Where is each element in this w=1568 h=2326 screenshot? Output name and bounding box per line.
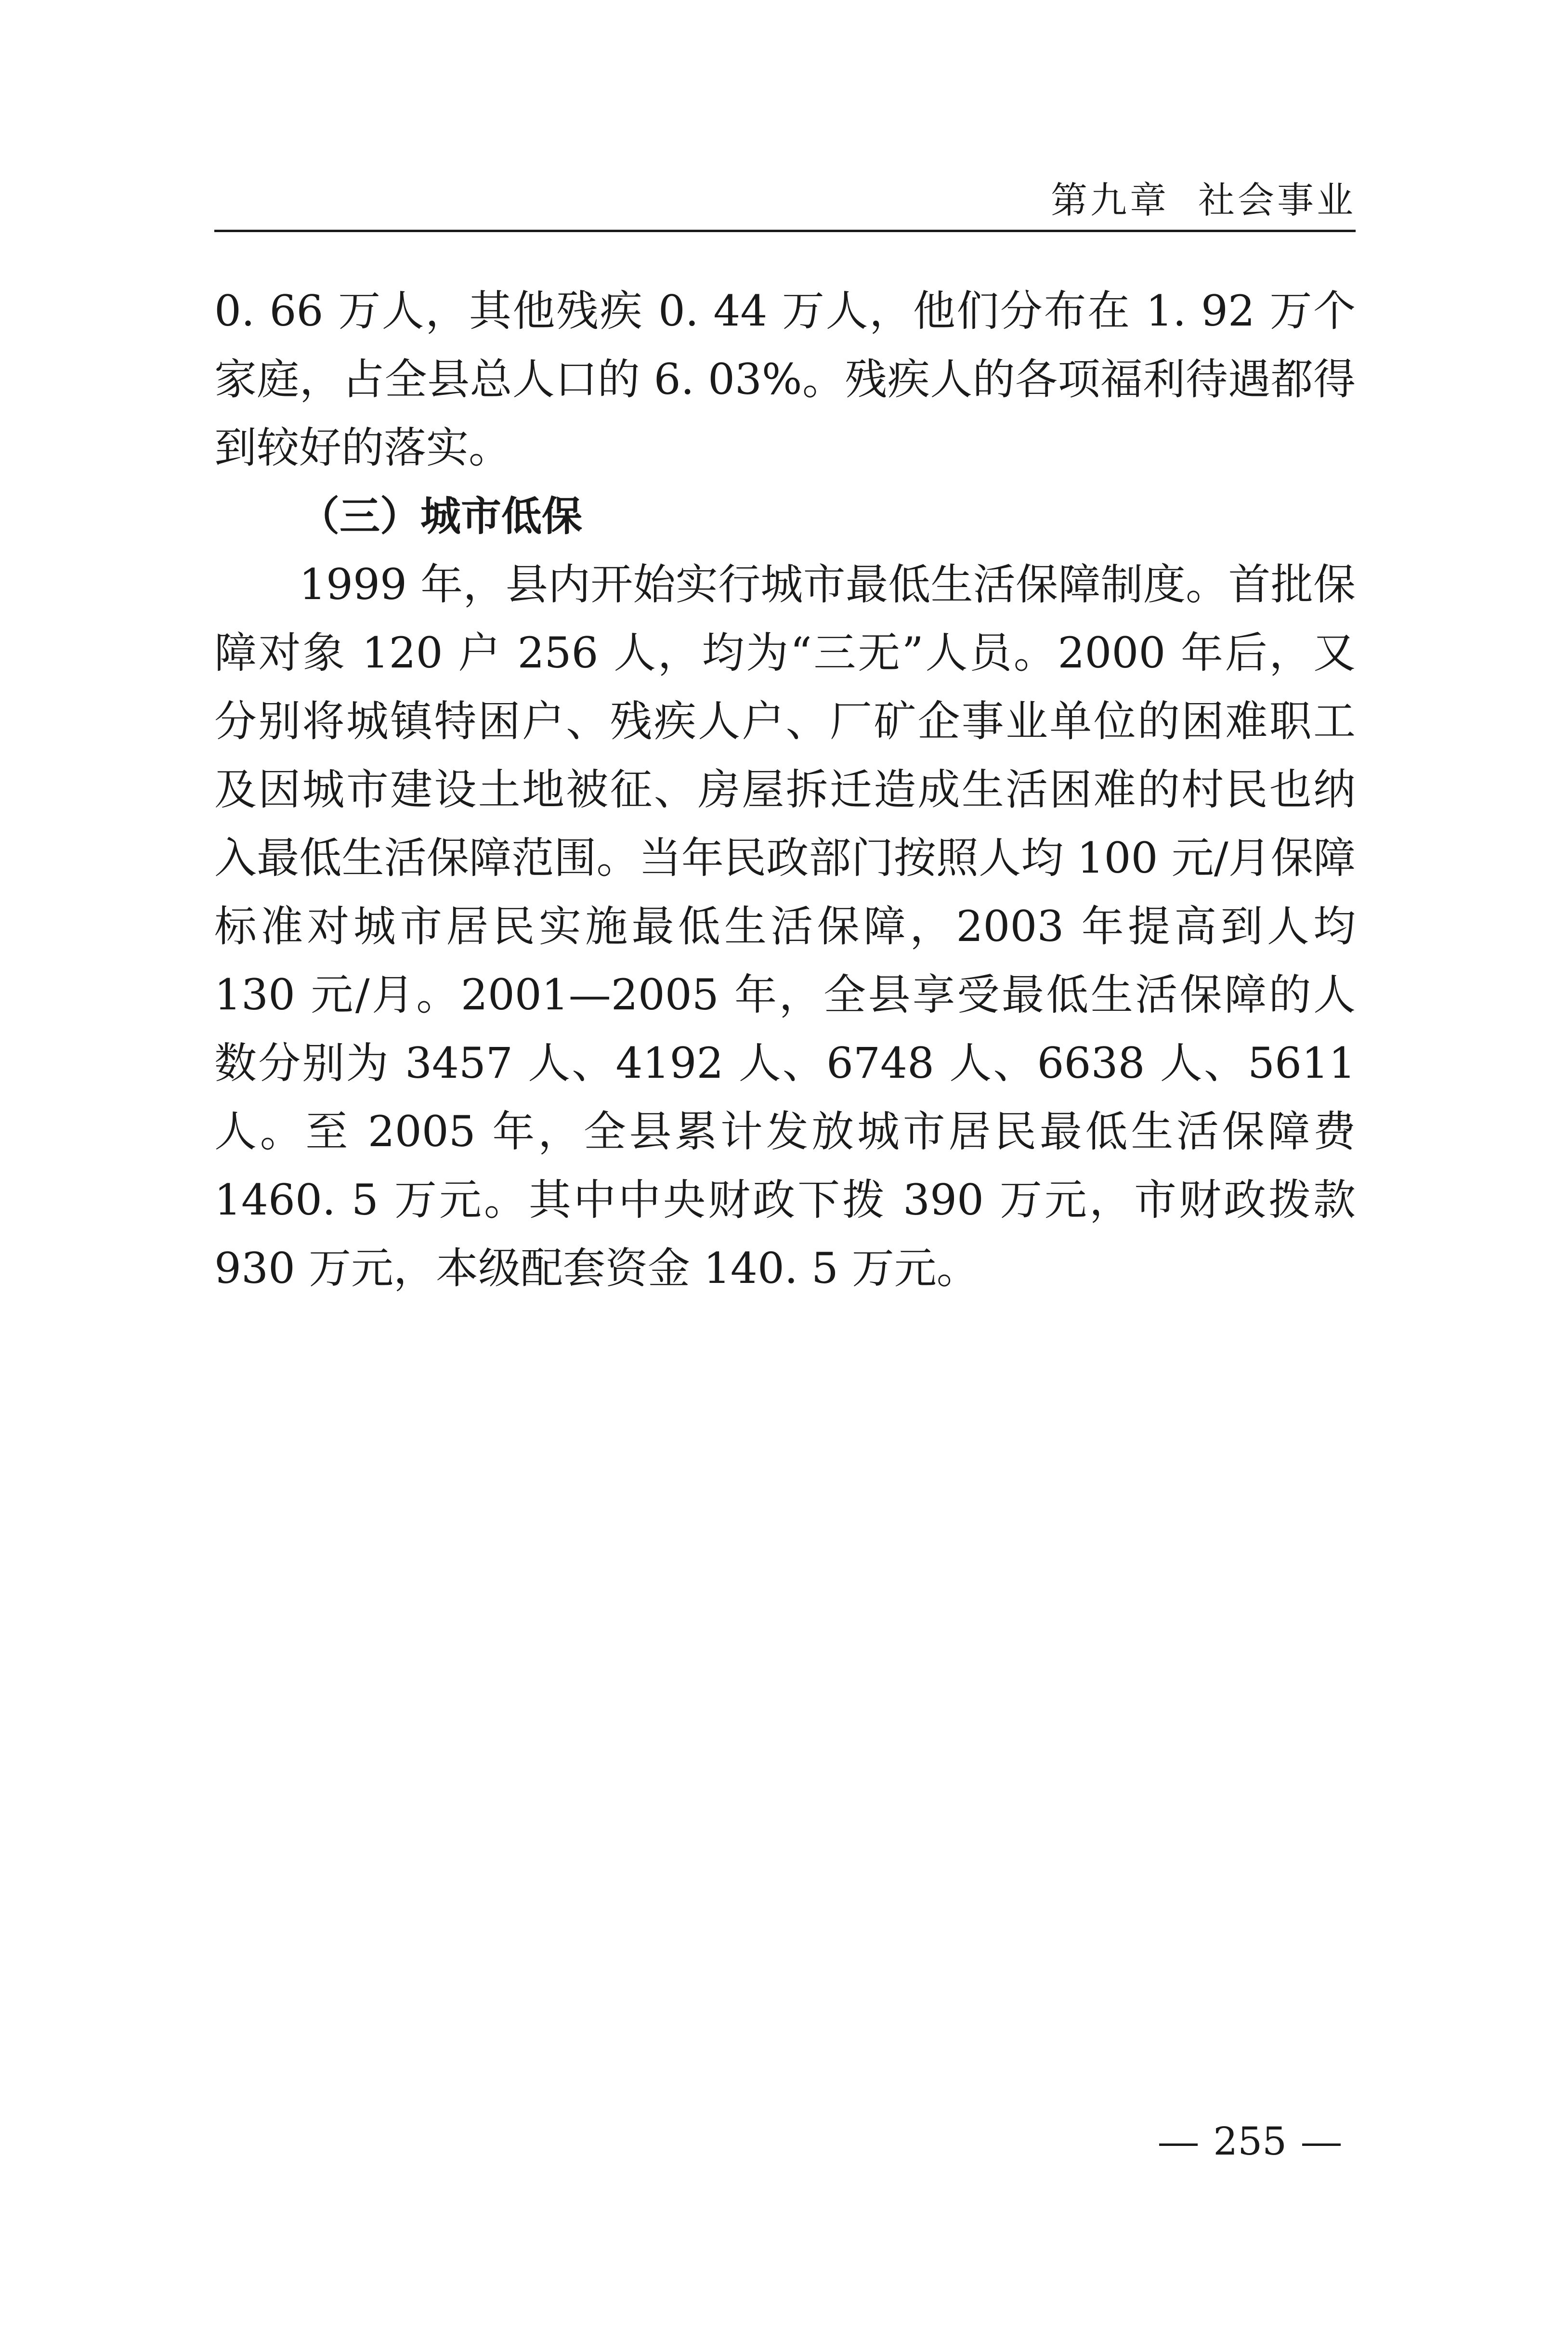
page-number: 255: [1213, 2119, 1287, 2164]
body-text: [214, 277, 1356, 1303]
running-head: [1051, 171, 1356, 223]
folio-dash-left: [1159, 2143, 1198, 2146]
main-paragraph: 1999 年，县内开始实行城市最低生活保障制度。首批保障对象 120 户 256 人，均为“三无”人员。2000 年后，又分别将城镇特困户、残疾人户、厂矿企事业单位的困难职工及因城市建设土地被征、房屋拆迁造成生活困难的村民也纳入最低生活保障范围。当年民政部门按照人均 100 元/月保障标准对城市居民实施最低生活保障，2003 年提高到人均 130 元/月。2001—2005 年，全县享受最低生活保障的人数分别为 3457 人、4192 人、6748 人、6638 人、5611 人。至 2005 年，全县累计发放城市居民最低生活保障费 1460. 5 万元。其中中央财政下拨 390 万元，市财政拨款 930 万元，本级配套资金 140. 5 万元。: [214, 560, 1356, 1293]
folio-dash-right: [1302, 2143, 1341, 2146]
header-rule: [214, 230, 1356, 232]
section-heading: （三）城市低保: [299, 493, 583, 540]
chapter-title: 社会事业: [1198, 179, 1356, 222]
chapter-number: 第九章: [1051, 179, 1169, 222]
continued-paragraph: 0. 66 万人，其他残疾 0. 44 万人，他们分布在 1. 92 万个家庭，占全县总人口的 6. 03%。残疾人的各项福利待遇都得到较好的落实。: [214, 286, 1356, 472]
page-footer: [1144, 2119, 1356, 2164]
